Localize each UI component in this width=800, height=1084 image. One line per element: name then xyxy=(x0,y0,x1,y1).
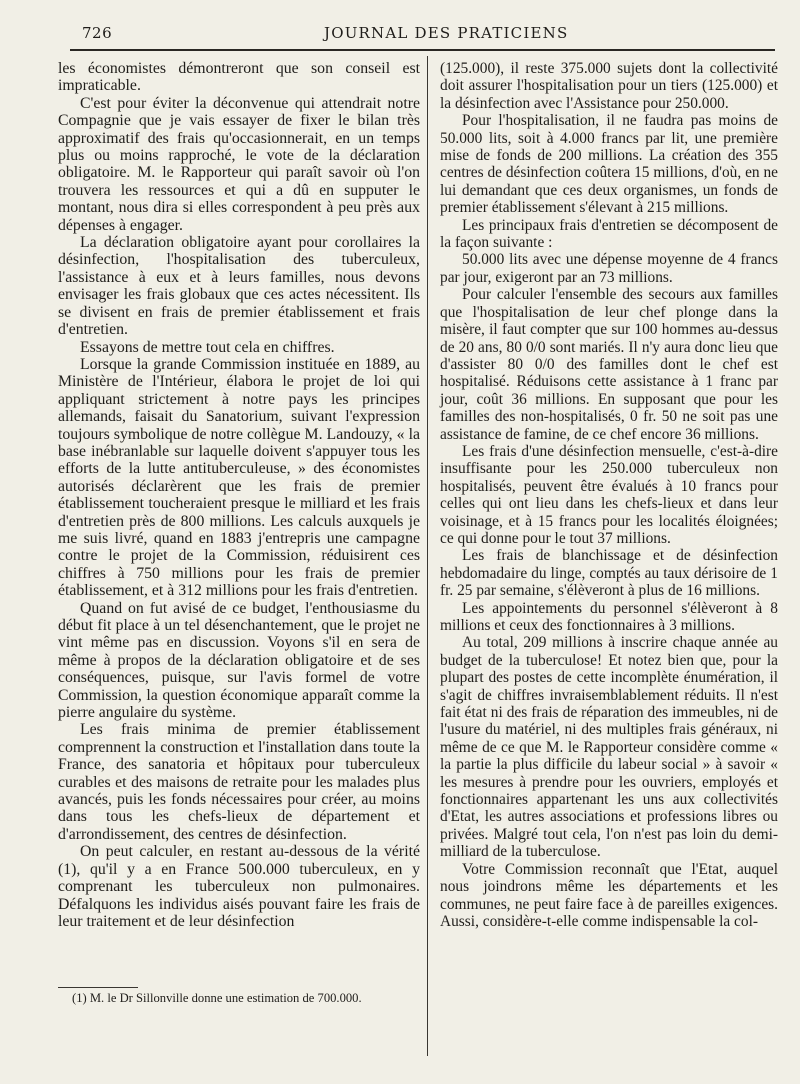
header-rule xyxy=(70,49,775,51)
paragraph: 50.000 lits avec une dépense moyenne de 4 francs par jour, exigeront par an 73 millions. xyxy=(440,251,778,286)
paragraph: La déclaration obligatoire ayant pour corollaires la désinfection, l'hospitalisation des tuberculeux, l'assistance à eux et à leurs familles, nous devons envisager les frais globaux que ces actes nécessitent. Ils se divisent en frais de premier établissement et frais d'entretien. xyxy=(58,234,420,339)
paragraph: Quand on fut avisé de ce budget, l'enthousiasme du début fit place à un tel désenchantement, que le projet ne vint même pas en discussion. Voyons s'il en sera de même à propos de la déclaration obligatoire et de ses conséquences, puisque, sur l'avis formel de votre Commission, la question économique apparaît comme la pierre angulaire du système. xyxy=(58,599,420,722)
paragraph: (125.000), il reste 375.000 sujets dont la collectivité doit assurer l'hospitalisation pour un tiers (125.000) et la désinfection avec l'Assistance pour 250.000. xyxy=(440,60,778,112)
paragraph: Essayons de mettre tout cela en chiffres. xyxy=(80,338,335,356)
paragraph: Les frais d'une désinfection mensuelle, c'est-à-dire insuffisante pour les 250.000 tuberculeux non hospitalisés, peuvent être évalués à 10 francs pour celles qui ont lieu dans les chefs-lieux et dans leur voisinage, et à 15 francs pour les localités éloignées; ce qui donne pour le tout 37 millions. xyxy=(440,442,778,547)
paragraph: Les principaux frais d'entretien se décomposent de la façon suivante : xyxy=(440,216,778,252)
right-column xyxy=(440,60,778,930)
footnote-rule xyxy=(58,987,138,988)
paragraph: Pour l'hospitalisation, il ne faudra pas moins de 50.000 lits, soit à 4.000 francs par lit, une première mise de fonds de 200 millions. La création des 355 centres de désinfection coûtera 15 millions, d'où, en ne lui demandant que ces deux organismes, un fonds de premier établissement s'élevant à 215 millions. xyxy=(440,112,778,217)
page-number: 726 xyxy=(82,24,113,42)
paragraph: On peut calculer, en restant au-dessous de la vérité (1), qu'il y a en France 500.000 tuberculeux, en y comprenant les tuberculeux non pulmonaires. Défalquons les individus aisés pouvant faire les frais de leur traitement et de leur désinfection xyxy=(58,843,420,930)
paragraph: Les frais de blanchissage et de désinfection hebdomadaire du linge, comptés au taux dérisoire de 1 fr. 25 par semaine, s'élèveront à plus de 16 millions. xyxy=(440,547,778,600)
paragraph: Votre Commission reconnaît que l'Etat, auquel nous joindrons même les départements et les communes, ne peut faire face à de pareilles exigences. Aussi, considère-t-elle comme indispensable la col- xyxy=(440,860,778,930)
paragraph: Lorsque la grande Commission instituée en 1889, au Ministère de l'Intérieur, élabora le projet de loi qui appliquant strictement à notre pays les principes allemands, faisait du Sanatorium, suivant l'expression toujours symbolique de notre collègue M. Landouzy, « la base inébranlable sur laquelle doivent s'appuyer tous les efforts de la lutte antituberculeuse, » des économistes autorisés déclarèrent que les frais de premier établissement toucheraient presque le milliard et les frais d'entretien près de 800 millions. Les calculs auxquels je me suis livré, quand en 1883 j'entrepris une campagne contre le projet de la Commission, réduisirent ces chiffres à 750 millions pour les frais de premier établissement, et à 312 millions pour les frais d'entretien. xyxy=(58,355,420,600)
paragraph: Les frais minima de premier établissement comprennent la construction et l'installation dans toute la France, des sanatoria et hôpitaux pour tuberculeux curables et des maisons de retraite pour les malades plus avancés, puis les fonds nécessaires pour créer, au moins dans tous les chefs-lieux de département et d'arrondissement, des centres de désinfection. xyxy=(58,721,420,843)
left-column xyxy=(58,60,420,930)
running-title: JOURNAL DES PRATICIENS xyxy=(324,24,569,42)
footnote: (1) M. le Dr Sillonville donne une estimation de 700.000. xyxy=(72,991,362,1005)
page-header xyxy=(62,22,774,48)
paragraph: les économistes démontreront que son conseil est impraticable. xyxy=(58,60,420,95)
paragraph: Pour calculer l'ensemble des secours aux familles que l'hospitalisation de leur chef plonge dans la misère, il faut compter que sur 100 hommes au-dessus de 20 ans, 80 0/0 sont mariés. Il n'y aura donc lieu que d'assister 80 0/0 des familles dont le chef est hospitalisé. Réduisons cette assistance à 1 franc par jour, coût 36 millions. En supposant que pour les familles des non-hospitalisés, 0 fr. 50 ne soit pas une assistance de famine, de ce chef encore 36 millions. xyxy=(440,286,778,443)
column-divider xyxy=(427,56,428,1056)
paragraph: Au total, 209 millions à inscrire chaque année au budget de la tuberculose! Et notez bien que, pour la plupart des postes de cette incomplète énumération, il s'agit de chiffres invraisemblablement réduits. Il n'est fait état ni des frais de réparation des immeubles, ni de l'usure du matériel, ni des multiples frais généraux, ni même de ce que M. le Rapporteur considère comme « la partie la plus difficile du labeur social » à savoir « les mesures à prendre pour les ouvriers, employés et fonctionnaires appartenant les uns aux collectivités d'Etat, les autres associations et professions libres ou privées. Malgré tout cela, l'on n'est pas loin du demi-milliard de la tuberculose. xyxy=(440,634,778,861)
paragraph: Les appointements du personnel s'élèveront à 8 millions et ceux des fonctionnaires à 3 millions. xyxy=(440,599,778,634)
paragraph: C'est pour éviter la déconvenue qui attendrait notre Compagnie que je vais essayer de fixer le bilan très approximatif des frais qu'occasionnerait, en un temps plus ou moins rapproché, le vote de la déclaration obligatoire. M. le Rapporteur qui paraît savoir où l'on trouvera les ressources et qui a dû en supputer le montant, nous dira si elles correspondent à peu près aux dépenses à engager. xyxy=(58,94,420,234)
